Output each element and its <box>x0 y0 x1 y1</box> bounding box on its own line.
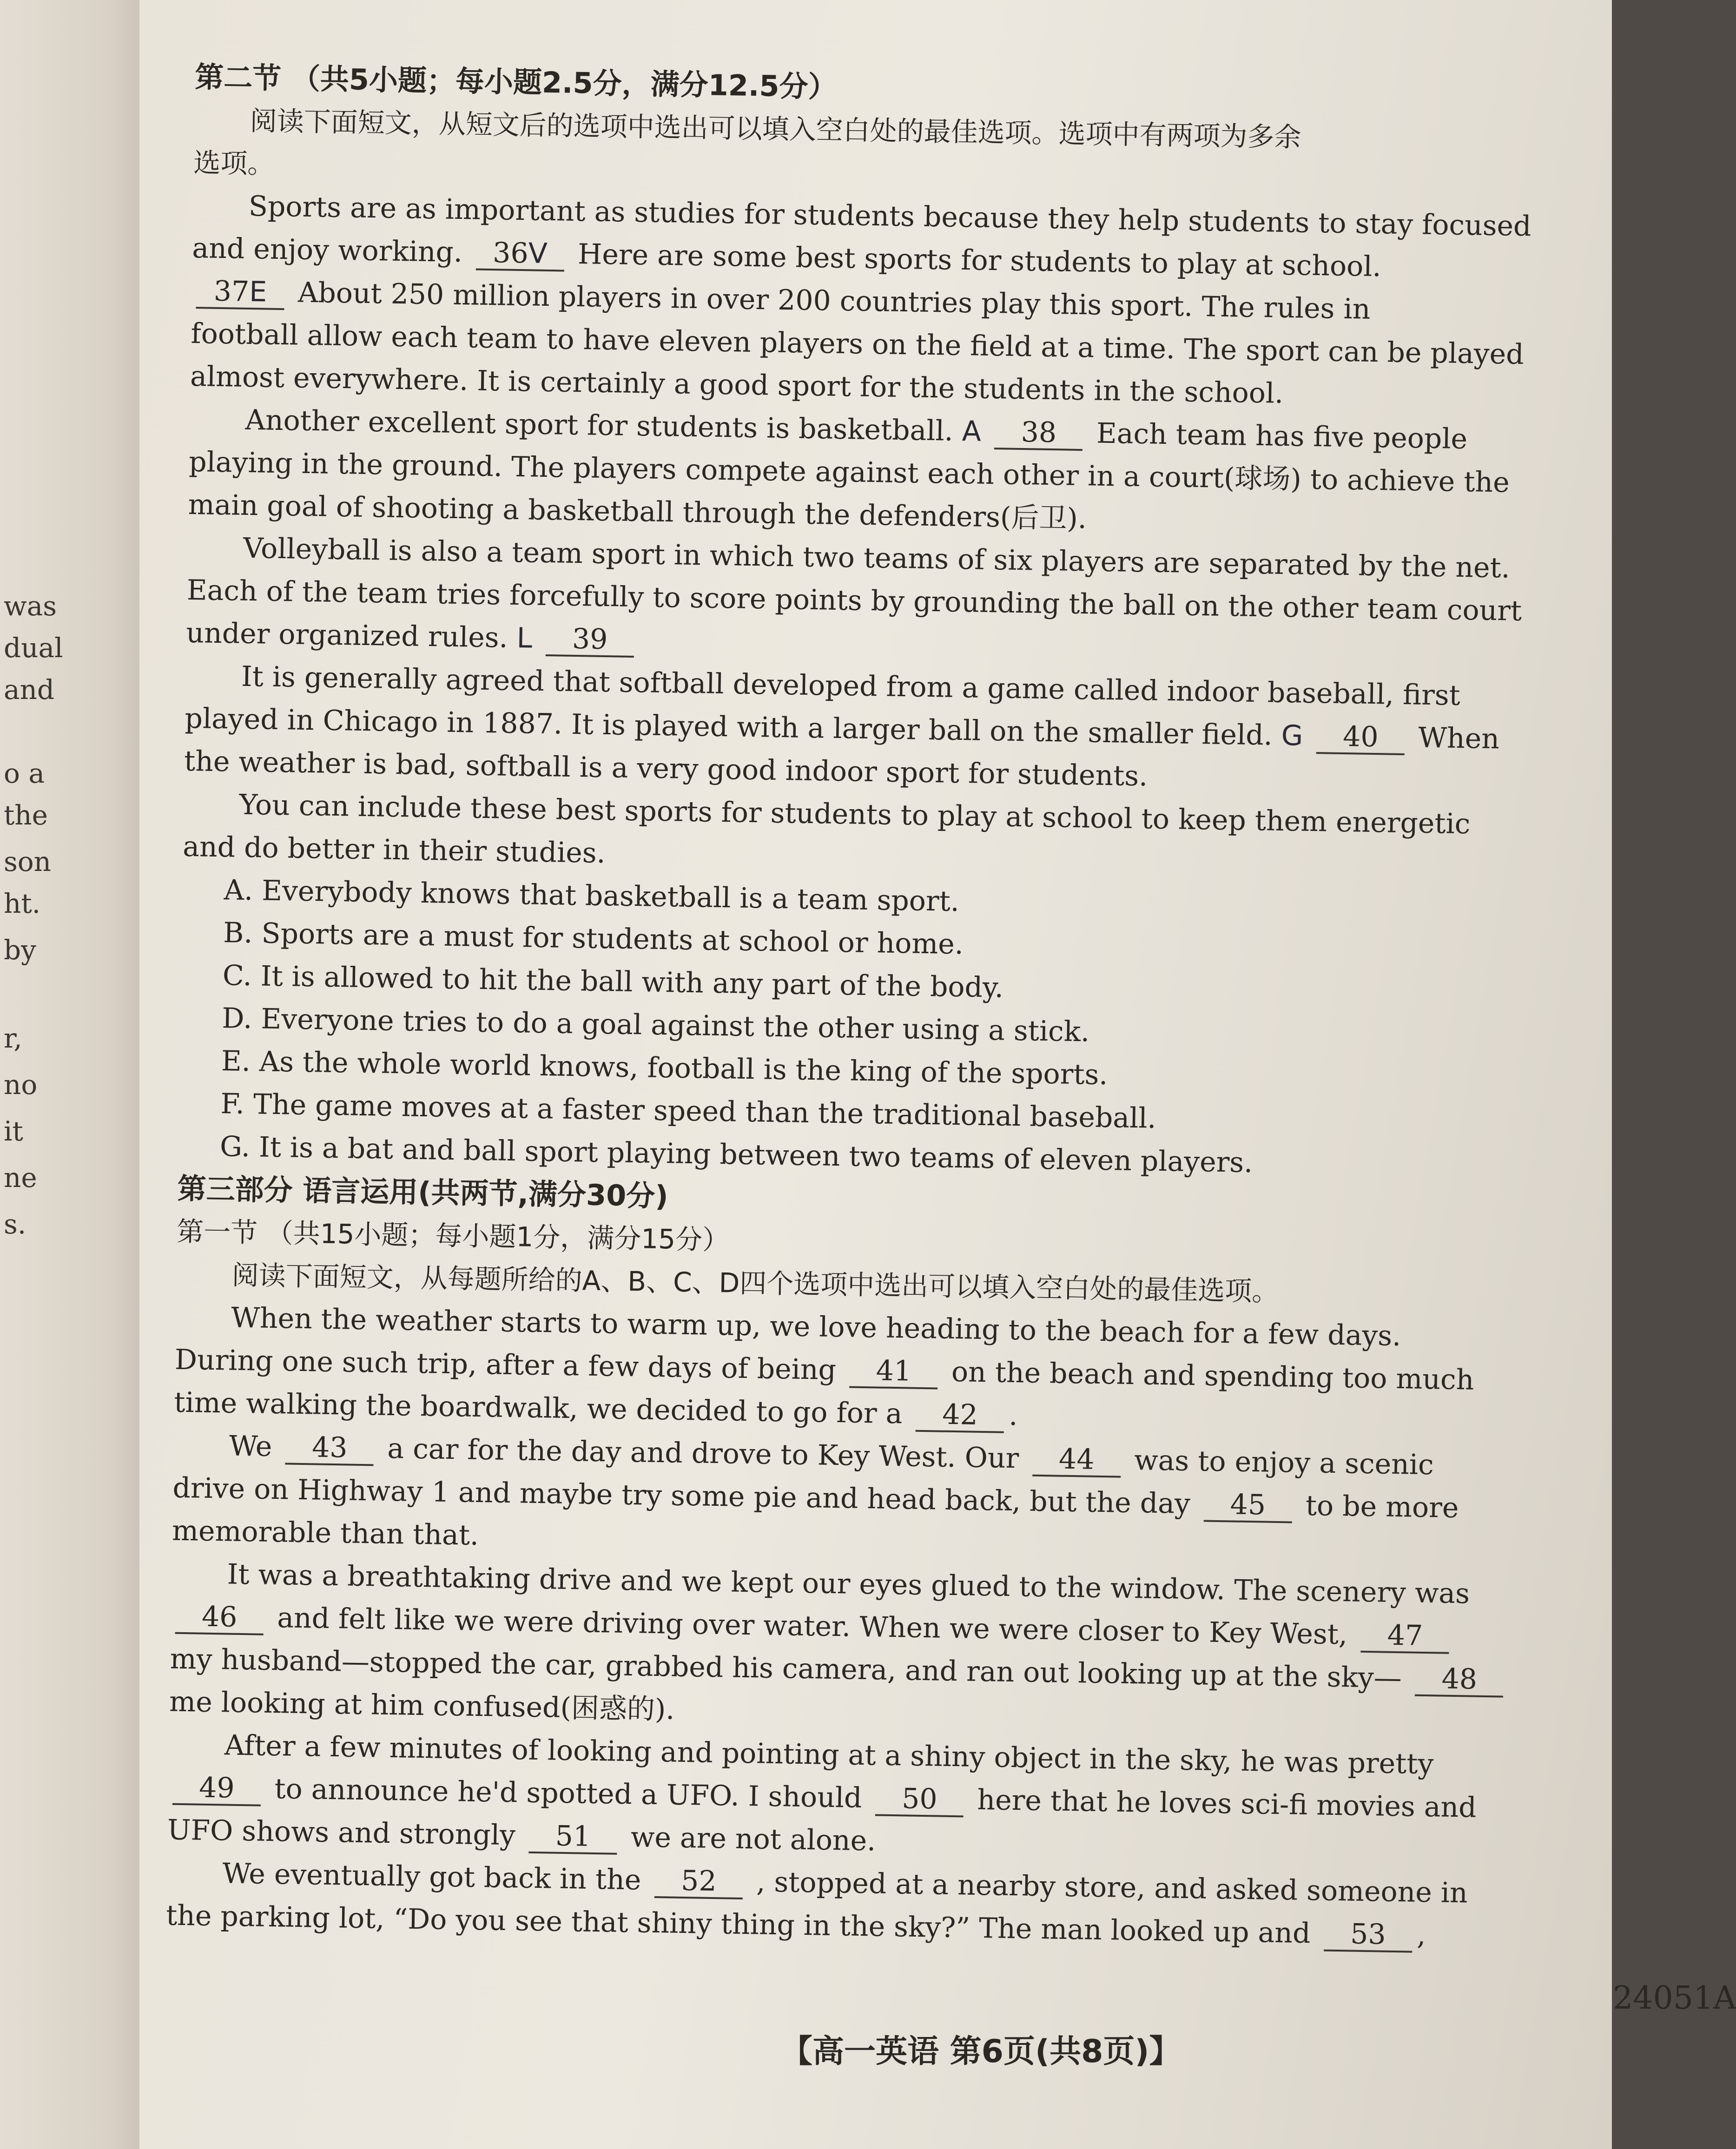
blank-46[interactable]: 46 <box>175 1601 264 1635</box>
passage-line: It is generally agreed that softball developed from a game called indoor baseball, first <box>241 660 1461 712</box>
passage-text: Another excellent sport for students is basketball. <box>245 403 954 448</box>
option-d: D. Everyone tries to do a goal against the other using a stick. <box>221 1002 1090 1048</box>
blank-41[interactable]: 41 <box>849 1354 938 1389</box>
blank-53[interactable]: 53 <box>1324 1918 1413 1953</box>
exam-page <box>139 0 1736 2149</box>
passage-line: main goal of shooting a basketball through the defenders(后卫). <box>188 488 1087 535</box>
passage-text: the parking lot, “Do you see that shiny thing in the sky?” The man looked up and <box>165 1899 1311 1950</box>
passage-text: we are not alone. <box>630 1821 876 1858</box>
passage-text: . <box>1008 1399 1018 1432</box>
passage-line: almost everywhere. It is certainly a good sport for the students in the school. <box>190 360 1284 410</box>
blank-37[interactable] <box>196 275 284 310</box>
passage-text: Here are some best sports for students to play at school. <box>577 237 1382 283</box>
margin-word: dual <box>4 632 63 664</box>
passage-line: Each of the team tries forcefully to score points by grounding the ball on the other team court <box>186 574 1522 627</box>
blank-49[interactable]: 49 <box>172 1772 261 1806</box>
margin-word: by <box>4 934 36 966</box>
handwritten-answer: E <box>249 275 267 309</box>
passage-text: UFO shows and strongly <box>167 1813 516 1852</box>
section2-instruction: 阅读下面短文，从短文后的选项中选出可以填入空白处的最佳选项。选项中有两项为多余 <box>250 105 1302 153</box>
margin-word: ht. <box>4 888 41 919</box>
page-footer: 【高一英语 第6页(共8页)】 <box>781 2033 1181 2070</box>
blank-45[interactable]: 45 <box>1203 1488 1292 1523</box>
blank-47[interactable]: 47 <box>1360 1619 1449 1654</box>
passage-line: the weather is bad, softball is a very good indoor sport for students. <box>184 745 1148 793</box>
margin-word: r, <box>4 1022 22 1054</box>
passage-text: During one such trip, after a few days of being <box>174 1343 837 1387</box>
passage-text: played in Chicago in 1887. It is played with a larger ball on the smaller field. <box>185 702 1273 752</box>
passage-text: Each team has five people <box>1096 417 1468 456</box>
passage-line: playing in the ground. The players compete against each other in a court(球场) to achieve the <box>188 445 1510 499</box>
blank-number: 36 <box>492 237 529 270</box>
passage-text: my husband—stopped the car, grabbed his camera, and ran out looking up at the sky— <box>170 1642 1402 1695</box>
blank-51[interactable]: 51 <box>528 1820 617 1855</box>
margin-word: and <box>4 674 55 705</box>
handwritten-answer: L <box>516 622 533 655</box>
blank-50[interactable]: 50 <box>875 1782 964 1817</box>
blank-44[interactable]: 44 <box>1032 1443 1121 1478</box>
passage-line: Volleyball is also a team sport in which two teams of six players are separated by the net. <box>243 532 1511 585</box>
passage-line: football allow each team to have eleven players on the field at a time. The sport can be played <box>191 317 1525 371</box>
margin-word: was <box>4 590 57 622</box>
blank-36[interactable] <box>475 237 564 272</box>
option-b: B. Sports are a must for students at school or home. <box>223 916 964 961</box>
passage-line: You can include these best sports for students to play at school to keep them energetic <box>239 788 1471 841</box>
margin-word: o a <box>4 758 45 789</box>
passage-text: on the beach and spending too much <box>951 1355 1474 1397</box>
blank-42[interactable]: 42 <box>916 1398 1004 1433</box>
option-e: E. As the whole world knows, football is the king of the sports. <box>221 1045 1108 1092</box>
blank-52[interactable]: 52 <box>654 1865 743 1899</box>
adjacent-page-edge <box>0 0 153 2149</box>
passage-text: was to enjoy a scenic <box>1134 1444 1434 1482</box>
passage-text: to announce he'd spotted a UFO. I should <box>274 1773 862 1814</box>
passage-line: and do better in their studies. <box>182 830 606 870</box>
margin-word: the <box>4 799 48 831</box>
passage-text: under organized rules. <box>185 616 508 654</box>
margin-word: it <box>4 1115 23 1147</box>
passage-text: , <box>1416 1918 1426 1952</box>
margin-word: ne <box>4 1162 37 1193</box>
passage-line: memorable than that. <box>172 1514 479 1552</box>
blank-43[interactable]: 43 <box>285 1431 374 1466</box>
option-g: G. It is a bat and ball sport playing between two teams of eleven players. <box>219 1130 1253 1180</box>
part3-sub-heading: 第一节 （共15小题；每小题1分，满分15分） <box>176 1215 730 1256</box>
margin-word: son <box>4 846 52 877</box>
passage-line: It was a breathtaking drive and we kept our eyes glued to the window. The scenery was <box>227 1558 1470 1610</box>
handwritten-answer: G <box>1281 719 1303 752</box>
option-a: A. Everybody knows that basketball is a team sport. <box>224 874 960 918</box>
passage-text: , stopped at a nearby store, and asked someone in <box>756 1866 1468 1910</box>
margin-word: s. <box>4 1208 26 1240</box>
passage-text: to be more <box>1305 1489 1459 1525</box>
passage-text: and enjoy working. <box>191 231 463 269</box>
blank-48[interactable]: 48 <box>1415 1663 1504 1698</box>
blank-38[interactable]: 38 <box>994 416 1083 451</box>
passage-text: We eventually got back in the <box>222 1857 641 1897</box>
passage-text: a car for the day and drove to Key West. Our <box>387 1432 1019 1475</box>
passage-line: Sports are as important as studies for students because they help students to stay focused <box>248 190 1532 243</box>
passage-line: me looking at him confused(困惑的). <box>169 1685 675 1726</box>
passage-text: and felt like we were driving over water. When we were closer to Key West, <box>277 1602 1348 1651</box>
passage-line: When the weather starts to warm up, we love heading to the beach for a few days. <box>231 1301 1401 1353</box>
exam-code: 24051A <box>1613 1980 1736 2017</box>
blank-number: 37 <box>213 275 250 308</box>
handwritten-answer: V <box>528 237 548 270</box>
section2-heading: 第二节 （共5小题；每小题2.5分，满分12.5分） <box>194 59 838 104</box>
page-content <box>165 56 1543 1958</box>
passage-text: When <box>1418 721 1500 756</box>
blank-40[interactable]: 40 <box>1316 720 1405 755</box>
passage-text: here that he loves sci-fi movies and <box>977 1783 1477 1824</box>
margin-word: no <box>4 1069 38 1101</box>
handwritten-answer: A <box>962 415 982 448</box>
part3-instruction: 阅读下面短文，从每题所给的A、B、C、D四个选项中选出可以填入空白处的最佳选项。 <box>231 1259 1279 1307</box>
passage-text: About 250 million players in over 200 countries play this sport. The rules in <box>297 276 1371 326</box>
passage-text: time walking the boardwalk, we decided to go for a <box>173 1386 903 1430</box>
part3-heading: 第三部分 语言运用(共两节,满分30分) <box>177 1171 669 1213</box>
option-f: F. The game moves at a faster speed than the traditional baseball. <box>220 1088 1157 1135</box>
option-c: C. It is allowed to hit the ball with any part of the body. <box>222 959 1004 1004</box>
passage-text: We <box>229 1430 272 1463</box>
passage-line: After a few minutes of looking and pointing at a shiny object in the sky, he was pretty <box>224 1729 1434 1781</box>
section2-instruction-cont: 选项。 <box>193 146 275 180</box>
blank-39[interactable]: 39 <box>546 623 634 658</box>
passage-text: drive on Highway 1 and maybe try some pie and head back, but the day <box>172 1471 1191 1521</box>
